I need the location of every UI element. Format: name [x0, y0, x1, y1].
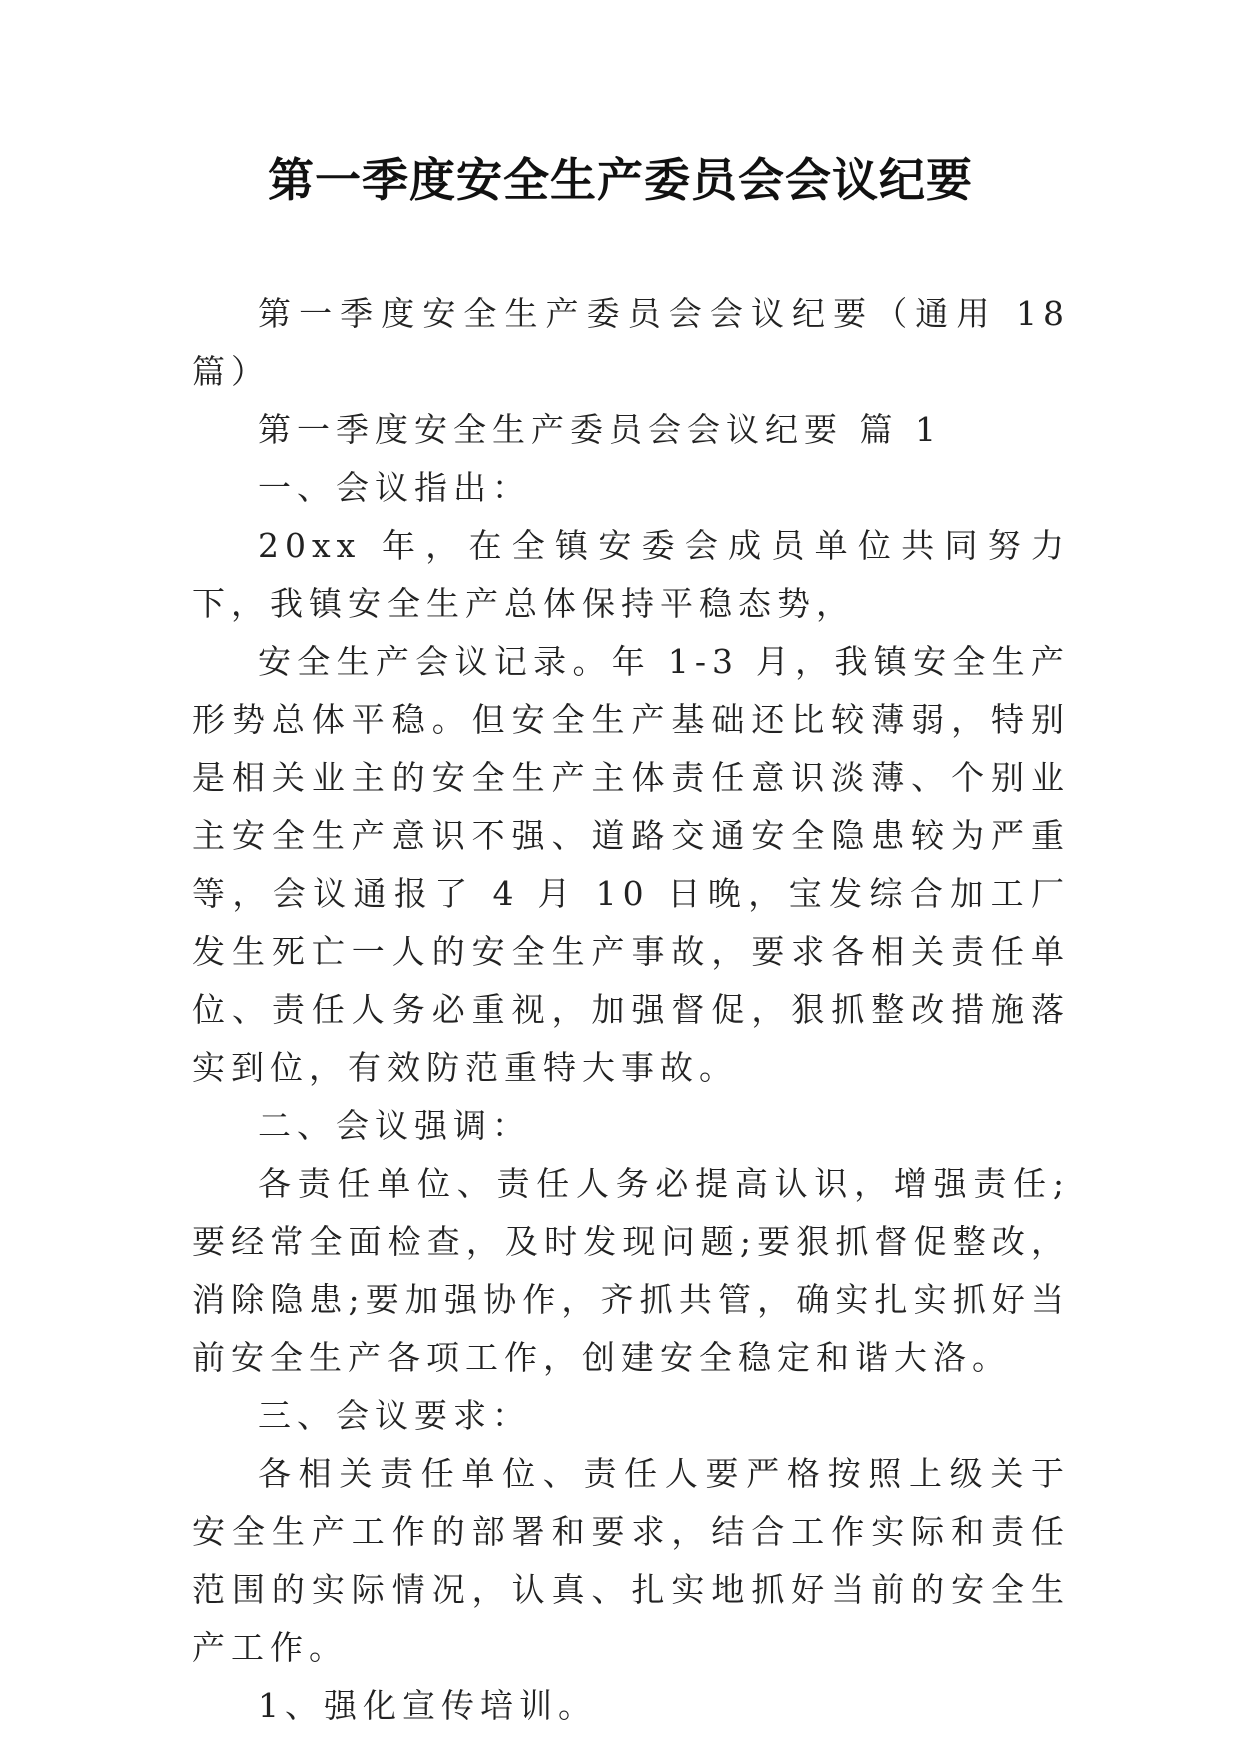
paragraph: 各责任单位、责任人务必提高认识，增强责任;要经常全面检查，及时发现问题;要狠抓督促整改，消除隐患;要加强协作，齐抓共管，确实扎实抓好当前安全生产各项工作，创建安全稳定和谐大洛。 [192, 1164, 1070, 1377]
document-title: 第一季度安全生产委员会会议纪要 [268, 153, 973, 207]
paragraph-section-heading: 第一季度安全生产委员会会议纪要 篇 1 [258, 410, 942, 449]
paragraph: 20xx 年，在全镇安委会成员单位共同努力下，我镇安全生产总体保持平稳态势， [192, 526, 1070, 623]
paragraph-heading-2: 二、会议强调： [258, 1106, 531, 1145]
paragraph-heading-3: 三、会议要求： [258, 1396, 531, 1435]
paragraph-heading-1: 一、会议指出： [258, 468, 531, 507]
paragraph-subtitle: 第一季度安全生产委员会会议纪要（通用 18 篇） [192, 294, 1070, 391]
document-body [192, 285, 1070, 1735]
paragraph: 各相关责任单位、责任人要严格按照上级关于安全生产工作的部署和要求，结合工作实际和责任范围的实际情况，认真、扎实地抓好当前的安全生产工作。 [192, 1454, 1070, 1667]
paragraph-list-item: 1、强化宣传培训。 [258, 1686, 597, 1725]
paragraph: 安全生产会议记录。年 1-3 月，我镇安全生产形势总体平稳。但安全生产基础还比较薄弱，特别是相关业主的安全生产主体责任意识淡薄、个别业主安全生产意识不强、道路交通安全隐患较为严重等，会议通报了 4 月 10 日晚，宝发综合加工厂发生死亡一人的安全生产事故，要求各相关责任单位、责任人务必重视，加强督促，狠抓整改措施落实到位，有效防范重特大事故。 [192, 642, 1070, 1087]
